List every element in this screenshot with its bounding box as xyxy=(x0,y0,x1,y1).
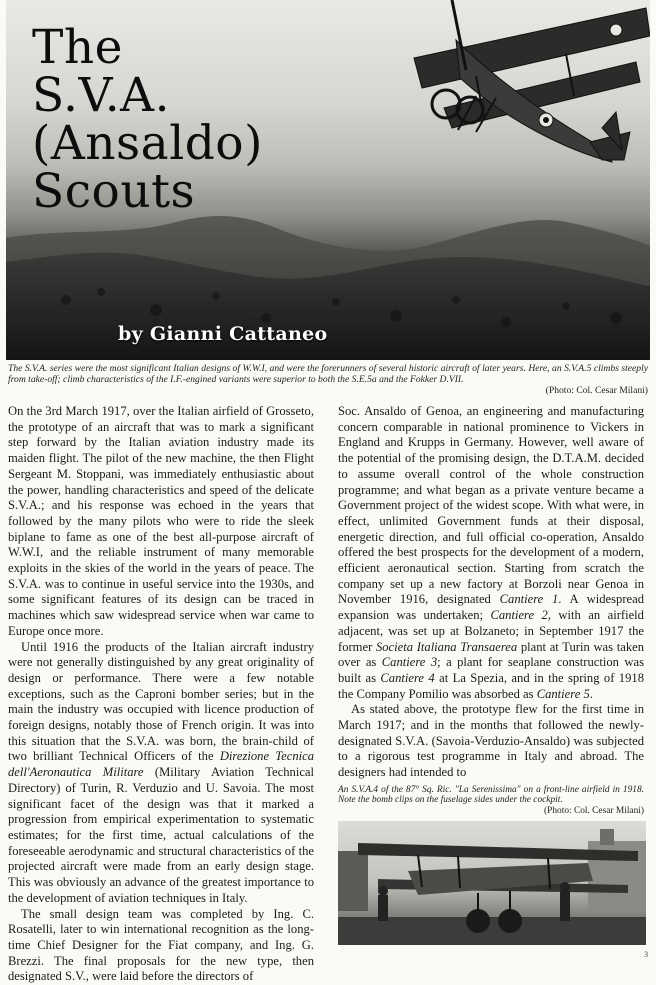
caption-italic: on a front-line airfield in 1918. Note the bomb clips on the fuselage sides under the cockpit. xyxy=(338,785,644,806)
title-line: S.V.A. xyxy=(32,72,263,120)
title-line: Scouts xyxy=(32,168,263,216)
title-line: The xyxy=(32,24,263,72)
caption-text: 87° Sq. Ric. "La Serenissima" xyxy=(406,785,521,795)
text-run: at La Spezia, and in the spring of 1918 the Company Pomilio was absorbed as xyxy=(338,671,644,701)
italic-run: Cantiere 3 xyxy=(382,655,437,669)
paragraph: On the 3rd March 1917, over the Italian airfield of Grosseto, the prototype of an aircraft that was to mark a significant step forward by the Italian aviation industry made its maiden flight. The pilot of the new machine, the then Flight Sergeant M. Stoppani, was immediately enthusiastic about the power, handling characteristics and speed of the delicate S.V.A.; and his response was echoed in the years that followed by the many pilots who were to ride the sleek biplane to fame as one of the best all-purpose aircraft of W.W.I, and the reliable instrument of many memorable exploits in the skies of the world in the years of peace. The S.V.A. was to continue in useful service into the 1930s, and some significant features of its design can be traced in machines which saw widespread service when war came to Europe once more. xyxy=(8,404,314,640)
right-column xyxy=(338,404,644,945)
italic-run: Societa Italiana Transaerea xyxy=(376,640,517,654)
text-run: plant at Turin was taken over as xyxy=(338,640,644,670)
airfield-photo xyxy=(338,821,646,945)
figure-photo-credit: (Photo: Col. Cesar Milani) xyxy=(338,806,644,817)
italic-run: Cantiere 4 xyxy=(380,671,434,685)
paragraph: The small design team was completed by Ing. C. Rosatelli, later to win international recognition as the long-time Chief Designer for the Fiat company, and Ing. G. Brezzi. The final proposals for the new type, then designated S.V., were laid before the directors of xyxy=(8,907,314,985)
text-run: ; a plant for seaplane construction was built as xyxy=(338,655,644,685)
text-run: Soc. Ansaldo of Genoa, an engineering and manufacturing concern comparable in national prominence to Vickers in England and Krupps in Germany. However, well aware of the potential of the promising design, the D.T.A.M. decided to assume overall control of the whole construction programme; and what began as a private venture became a Government project of the widest scope. With what were, in effect, unlimited Government funds at their disposal, energetic direction, and full official co-operation, Ansaldo offered the best prospects for the development of a modern, efficient aeronautical section. Starting from scratch the company set up a new factory at Borzoli near Genoa in November 1916, designated xyxy=(338,404,644,606)
caption-italic: An S.V.A.4 of the xyxy=(338,785,406,795)
hero-caption-text: The S.V.A. series were the most significant Italian designs of W.W.I, and were the forerunners of several historic aircraft of later years. Here, an S.V.A.5 climbs steeply from take-off; climb characteristics of the I.F.-engined variants were superior to both the S.E.5a and the Fokker D.VII. xyxy=(8,363,648,385)
title-line: (Ansaldo) xyxy=(32,120,263,168)
text-run: , with an airfield adjacent, was set up at Bolzaneto; in September 1917 the former xyxy=(338,608,644,653)
italic-run: Cantiere 5 xyxy=(537,687,590,701)
text-run: Until 1916 the products of the Italian aircraft industry were not generally distinguished by any great originality of design or performance. There were a few notable exceptions, such as the Caproni bomber series; but in the main the industry was occupied with licence production of foreign designs, notably those of French origin. It was into this situation that the S.V.A. was born, the brain-child of two brilliant Technical Officers of the xyxy=(8,640,314,764)
article-title xyxy=(32,24,263,216)
page-number: 3 xyxy=(644,950,648,959)
airfield-illustration xyxy=(338,821,646,945)
italic-run: Cantiere 2 xyxy=(490,608,547,622)
italic-run: Direzione Tecnica dell'Aeronautica Militare xyxy=(8,749,314,779)
hero-photo xyxy=(6,0,650,360)
text-run: . xyxy=(590,687,593,701)
text-run: (Military Aviation Technical Directory) of Turin, R. Verduzio and U. Savoia. The most significant facet of the design was that it marked a progression from empirical experimentation to systematic estimates; for the first time, actual calculations of the foreseeable aerodynamic and structural characteristics of the projected aircraft were made from an early design stage. This was obviously an advance of the greatest importance to the development of aviation techniques in Italy. xyxy=(8,765,314,905)
left-column xyxy=(8,404,314,985)
biplane-silhouette xyxy=(414,0,650,162)
author-byline: by Gianni Cattaneo xyxy=(118,323,327,345)
italic-run: Cantiere 1 xyxy=(500,592,559,606)
paragraph xyxy=(338,404,644,702)
text-run: . A widespread expansion was undertaken; xyxy=(338,592,644,622)
paragraph: As stated above, the prototype flew for the first time in March 1917; and in the months that followed the newly-designated S.V.A. (Savoia-Verduzio-Ansaldo) was subjected to a rigorous test programme in Italy and abroad. The designers had intended to xyxy=(338,702,644,781)
figure-caption xyxy=(338,785,644,817)
paragraph xyxy=(8,640,314,907)
hero-photo-credit: (Photo: Col. Cesar Milani) xyxy=(8,385,648,396)
hero-caption xyxy=(8,363,648,396)
